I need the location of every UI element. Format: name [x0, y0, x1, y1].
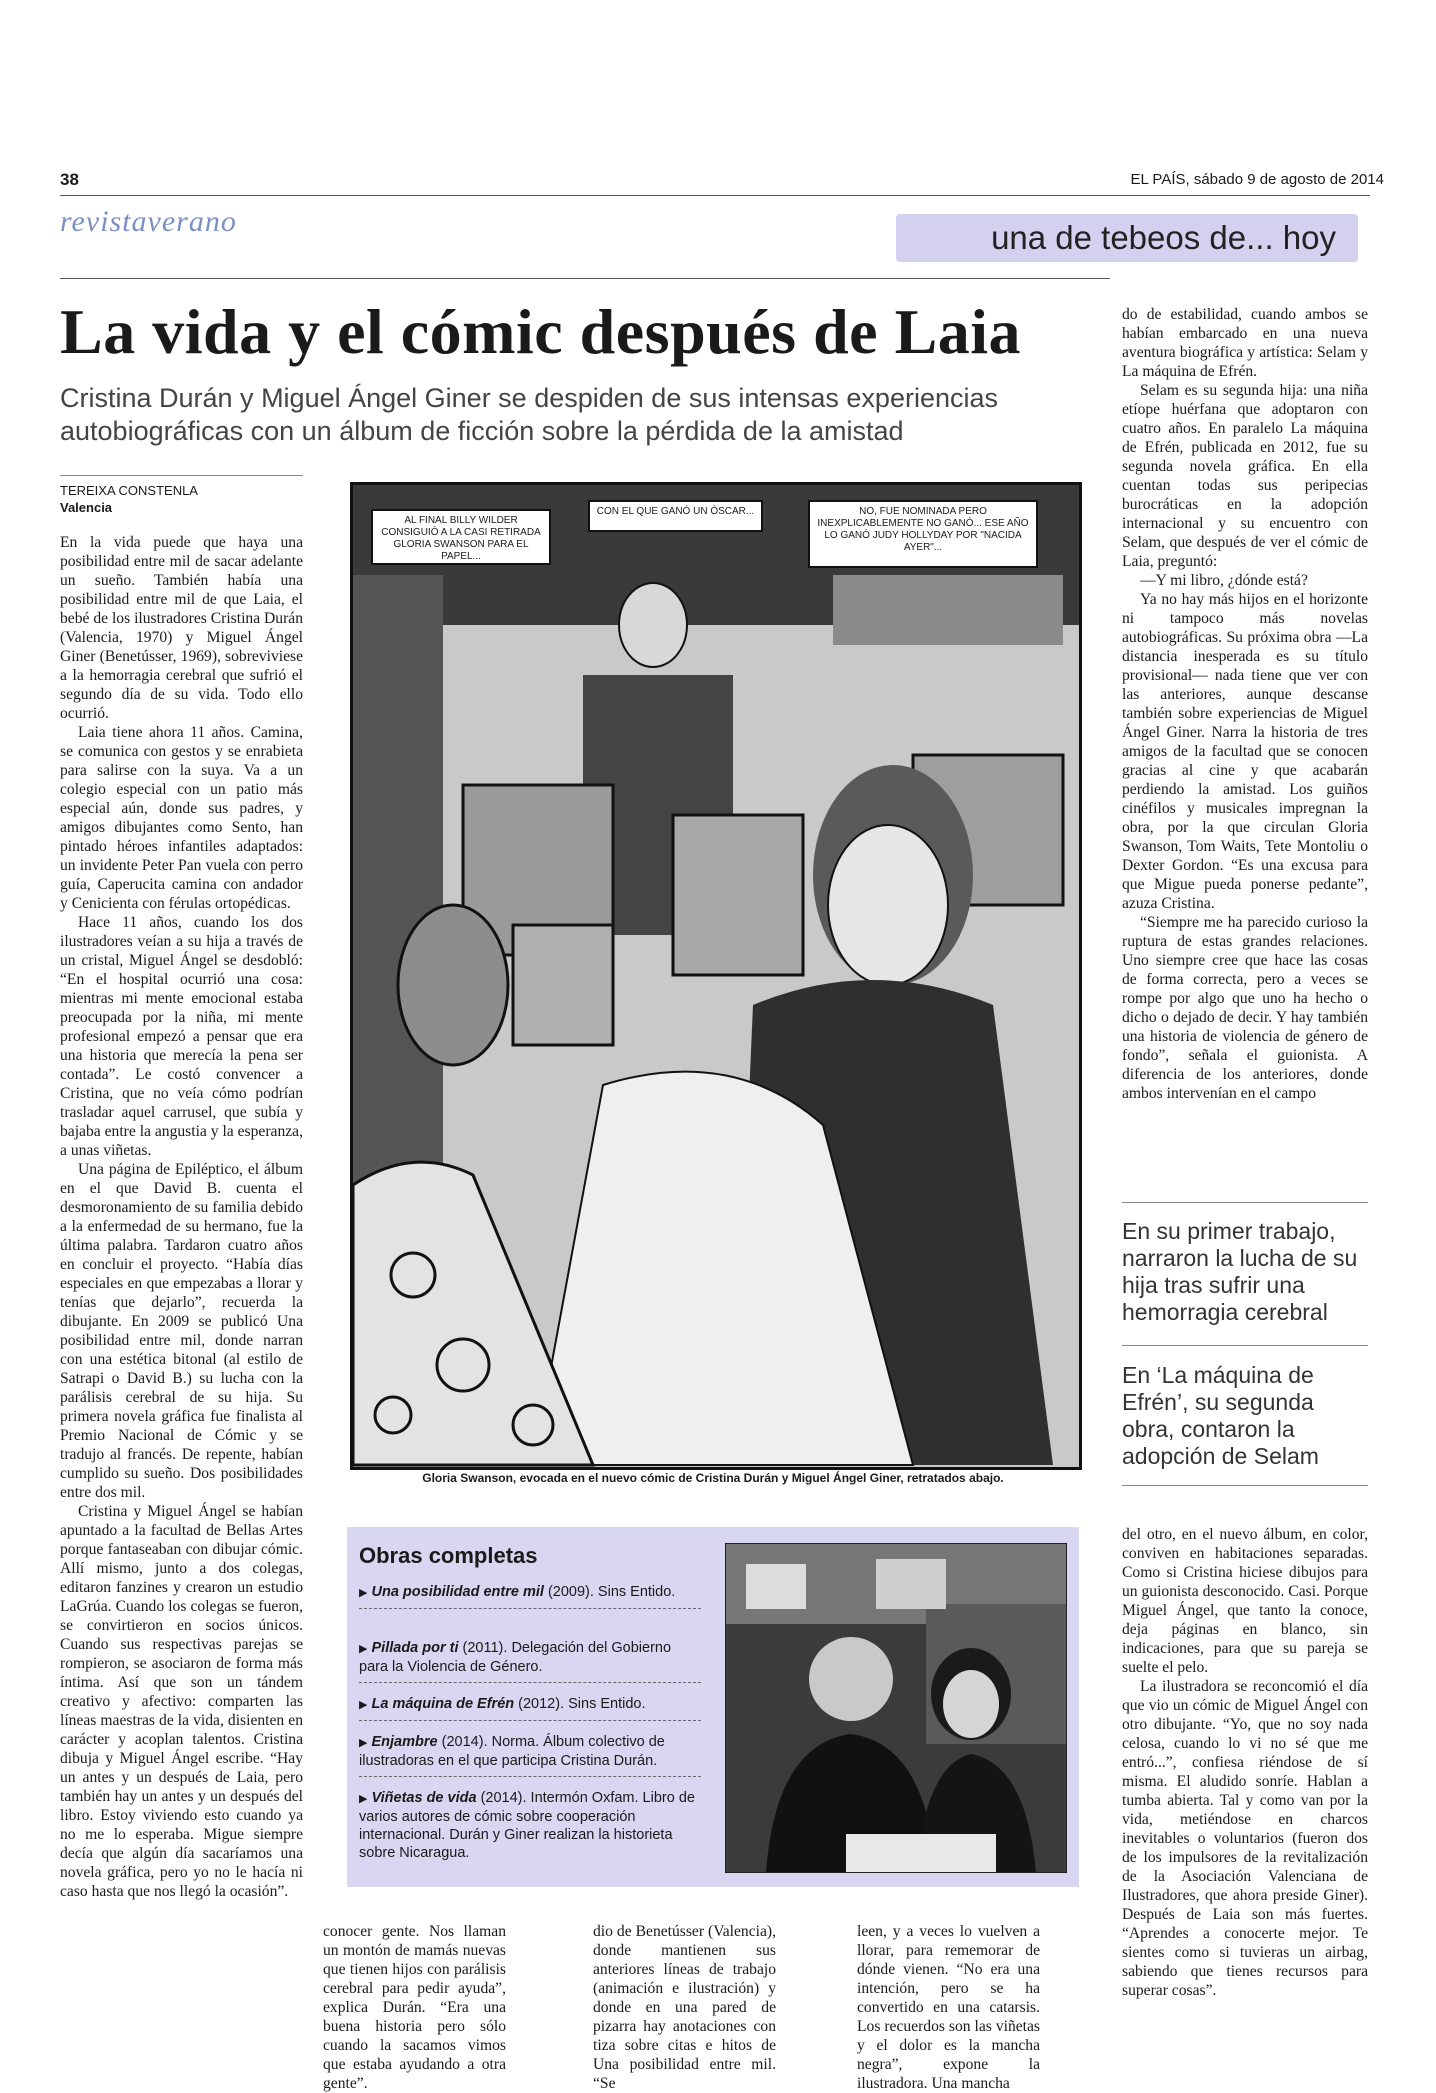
paragraph: —Y mi libro, ¿dónde está? [1140, 572, 1308, 589]
works-title: Obras completas [359, 1543, 538, 1568]
works-item-title: Enjambre [371, 1734, 438, 1750]
section-kicker: una de tebeos de... hoy [896, 214, 1358, 262]
section-name: revistaverano [60, 205, 237, 238]
authors-photo-image [726, 1544, 1066, 1872]
authors-photo [725, 1543, 1067, 1873]
paragraph: do de estabilidad, cuando ambos se habían embarcado en una nueva aventura biográfica y artística: Selam y La máquina de Efrén. [1122, 306, 1368, 380]
headline: La vida y el cómic después de Laia [60, 296, 1022, 367]
header-rule [60, 195, 1370, 196]
paragraph: Cristina y Miguel Ángel se habían apuntado a la facultad de Bellas Artes porque fantaseaban con dibujar cómic. Allí mismo, junto a dos colegas, editaron fanzines y crearon un estudio LaGrúa. Cuando los colegas se fueron, se convirtieron en socios únicos. Cuando sus respectivas parejas se rompieron, se asociaron de forma más íntima. Así que son un tándem creativo y afectivo: comparten las líneas maestras de la vida, disienten en carácter y acoplan talentos. Cristina dibuja y Miguel Ángel escribe. “Hay un antes y un después de Laia, pero también hay un antes y un después del libro. Estoy viviendo esto cuando ya no me lo esperaba. Migue siempre decía que algún día sacaríamos una novela gráfica, pero yo no le hacía ni caso hasta que nos llegó la ocasión”. [60, 1503, 303, 1900]
comic-panel [350, 482, 1082, 1470]
paragraph: del otro, en el nuevo álbum, en color, conviven en habitaciones separadas. Como si Cristina hiciese dibujos para un guionista desconocido. Casi. Porque Miguel Ángel, que tanto la conoce, deja páginas en blanco, sin indicaciones, para que su pareja se suelte el pelo. [1122, 1526, 1369, 1676]
pull-quote-1: En su primer trabajo, narraron la lucha de su hija tras sufrir una hemorragia cerebral [1122, 1218, 1358, 1325]
works-item-detail: (2014). Norma. Álbum colectivo de ilustradoras en el que participa Cristina Durán. [359, 1734, 665, 1769]
works-item-detail: (2012). Sins Entido. [514, 1696, 646, 1712]
byline-rule [60, 475, 303, 476]
byline-author: TEREIXA CONSTENLA [60, 483, 198, 498]
bullet-triangle-icon: ▶ [359, 1587, 368, 1599]
speech-bubble-3: NO, FUE NOMINADA PERO INEXPLICABLEMENTE NO GANÓ... ESE AÑO LO GANÓ JUDY HOLLYDAY POR "NACIDA AYER"... [808, 500, 1038, 568]
article-column-right-bottom [1122, 1525, 1368, 2045]
speech-bubble-2: CON EL QUE GANÓ UN ÓSCAR... [588, 500, 763, 532]
byline-city: Valencia [60, 500, 113, 515]
works-item [359, 1695, 701, 1721]
article-column-1 [60, 533, 303, 2046]
works-item-title: Viñetas de vida [371, 1790, 477, 1806]
dateline: EL PAÍS, sábado 9 de agosto de 2014 [1130, 171, 1384, 188]
comic-caption: Gloria Swanson, evocada en el nuevo cómic de Cristina Durán y Miguel Ángel Giner, retratados abajo. [422, 1471, 1004, 1485]
bullet-triangle-icon: ▶ [359, 1793, 368, 1805]
works-item-detail: (2009). Sins Entido. [543, 1584, 676, 1600]
paragraph: Laia tiene ahora 11 años. Camina, se comunica con gestos y se enrabieta para salirse con la suya. Va a un colegio especial con un patio más especial aún, donde sus padres, y amigos dibujantes como Sento, han pintado héroes infantiles adaptados: un invidente Peter Pan vuela con perro guía, Caperucita camina con andador y Cenicienta con férulas ortopédicas. [60, 724, 303, 912]
speech-bubble-1: AL FINAL BILLY WILDER CONSIGUIÓ A LA CASI RETIRADA GLORIA SWANSON PARA EL PAPEL... [371, 509, 551, 565]
article-column-right-top [1122, 305, 1368, 1200]
article-column-bottom-2: dio de Benetússer (Valencia), donde mantienen sus anteriores líneas de trabajo (animación e ilustración) y donde en una pared de pizarra hay anotaciones con tiza sobre citas e hitos de Una posibilidad entre mil. “Se [593, 1923, 776, 2092]
works-item-title: Una posibilidad entre mil [371, 1584, 544, 1600]
works-item [359, 1789, 701, 1868]
bullet-triangle-icon: ▶ [359, 1737, 368, 1749]
headline-rule [60, 278, 1110, 279]
paragraph: “Siempre me ha parecido curioso la ruptura de estas grandes relaciones. Uno siempre cree que hace las cosas de forma correcta, pero a veces se rompe por algo que uno ha hecho o dicho o dejado de decir. Y hay también una historia de violencia de género de fondo”, señala el guionista. A diferencia de los anteriores, donde ambos intervenían en el campo [1122, 914, 1368, 1102]
bullet-triangle-icon: ▶ [359, 1643, 368, 1655]
pull-quote-2: En ‘La máquina de Efrén’, su segunda obra, contaron la adopción de Selam [1122, 1362, 1319, 1469]
bullet-triangle-icon: ▶ [359, 1699, 368, 1711]
page-number: 38 [60, 170, 79, 189]
works-box [347, 1527, 1079, 1887]
works-item-detail: (2011). Delegación del Gobierno para la Violencia de Género. [359, 1640, 672, 1675]
works-item-title: La máquina de Efrén [371, 1696, 515, 1712]
works-item-title: Pillada por ti [371, 1640, 459, 1656]
pull-quote-rule [1122, 1202, 1368, 1203]
works-item-detail: (2014). Intermón Oxfam. Libro de varios autores de cómic sobre cooperación internacional. Durán y Giner realizan la historieta sobre Nicaragua. [359, 1790, 695, 1861]
article-column-bottom-3: leen, y a veces lo vuelven a llorar, para rememorar de dónde vienen. “No era una intención, pero se ha convertido en una catarsis. Los recuerdos son las viñetas y el dolor es la mancha negra”, expone la ilustradora. Una mancha [857, 1923, 1040, 2092]
pull-quote-rule [1122, 1345, 1368, 1346]
works-item [359, 1583, 701, 1609]
paragraph: Selam es su segunda hija: una niña etíope huérfana que adoptaron con cuatro años. En paralelo La máquina de Efrén, publicada en 2012, fue su segunda novela gráfica. En ella cuentan todas sus peripecias burocráticas en la adopción internacional y su encuentro con Selam, que después de ver el cómic de Laia, preguntó: [1122, 382, 1368, 570]
comic-illustration [353, 485, 1079, 1467]
deck: Cristina Durán y Miguel Ángel Giner se despiden de sus intensas experiencias autobiográficas con un álbum de ficción sobre la pérdida de la amistad [60, 383, 998, 446]
paragraph: Ya no hay más hijos en el horizonte ni tampoco más novelas autobiográficas. Su próxima obra —La distancia inesperada es su título provisional— nada tiene que ver con las anteriores, aunque descanse también sobre experiencias de Miguel Ángel Giner. Narra la historia de tres amigos de la facultad que se conocen gracias al cine y que acabarán perdiendo la amistad. Los guiños cinéfilos y musicales impregnan la obra, por la que circulan Gloria Swanson, Tom Waits, Tete Montoliu o Dexter Gordon. “Es una excusa para que Migue pueda ponerse pedante”, azuza Cristina. [1122, 591, 1368, 912]
paragraph: Una página de Epiléptico, el álbum en el que David B. cuenta el desmoronamiento de su familia debido a la enfermedad de su hermano, fue la última palabra. Tardaron cuatro años en concluir el proyecto. “Había días especiales en que empezabas a llorar y tenías que dejarlo”, recuerda la dibujante. En 2009 se publicó Una posibilidad entre mil, donde narran con una estética bitonal (al estilo de Satrapi o David B.) su lucha con la parálisis cerebral de su hija. Su primera novela gráfica fue finalista al Premio Nacional de Cómic y se tradujo al francés. De repente, habían cumplido su sueño. Dos posibilidades entre dos mil. [60, 1161, 303, 1501]
paragraph: Hace 11 años, cuando los dos ilustradores veían a su hija a través de un cristal, Miguel Ángel se desdobló: “En el hospital ocurrió una cosa: mientras mi mente emocional estaba preocupada por la niña, mi mente profesional empezó a pensar que era una historia que merecía la pena ser contada”. Le costó convencer a Cristina, que no veía cómo podrían trasladar aquel carrusel, que subía y bajaba entre la angustia y la esperanza, a unas viñetas. [60, 914, 303, 1159]
paragraph: En la vida puede que haya una posibilidad entre mil de sacar adelante un sueño. También había una posibilidad entre mil de que Laia, el bebé de los ilustradores Cristina Durán (Valencia, 1970) y Miguel Ángel Giner (Benetússer, 1969), sobreviviese a la hemorragia cerebral que sufrió el segundo día de su vida. Todo ello ocurrió. [60, 534, 303, 722]
paragraph: La ilustradora se reconcomió el día que vio un cómic de Miguel Ángel con otro dibujante. “Yo, que no soy nada celosa, cuando lo vi no sé que me entró...”, confiesa riéndose de sí misma. El aludido sonríe. Hablan a tumba abierta. Tal y como van por la vida, metiéndose en charcos inevitables o voluntarios (fueron dos de los impulsores de la revitalización de la Asociación Valenciana de Ilustradores, que ahora preside Giner). Después de Laia son más fuertes. “Aprendes a conocerte mejor. Te sientes como si tuvieras un airbag, sabiendo que tienes recursos para superar cosas”. [1122, 1678, 1368, 1999]
works-item [359, 1733, 701, 1777]
works-item [359, 1639, 701, 1683]
pull-quote-rule [1122, 1485, 1368, 1486]
article-column-bottom-1: conocer gente. Nos llaman un montón de mamás nuevas que tienen hijos con parálisis cerebral para pedir ayuda”, explica Durán. “Era una buena historia pero sólo cuando la sacamos vimos que estaba ayudando a otra gente”. [323, 1923, 506, 2092]
